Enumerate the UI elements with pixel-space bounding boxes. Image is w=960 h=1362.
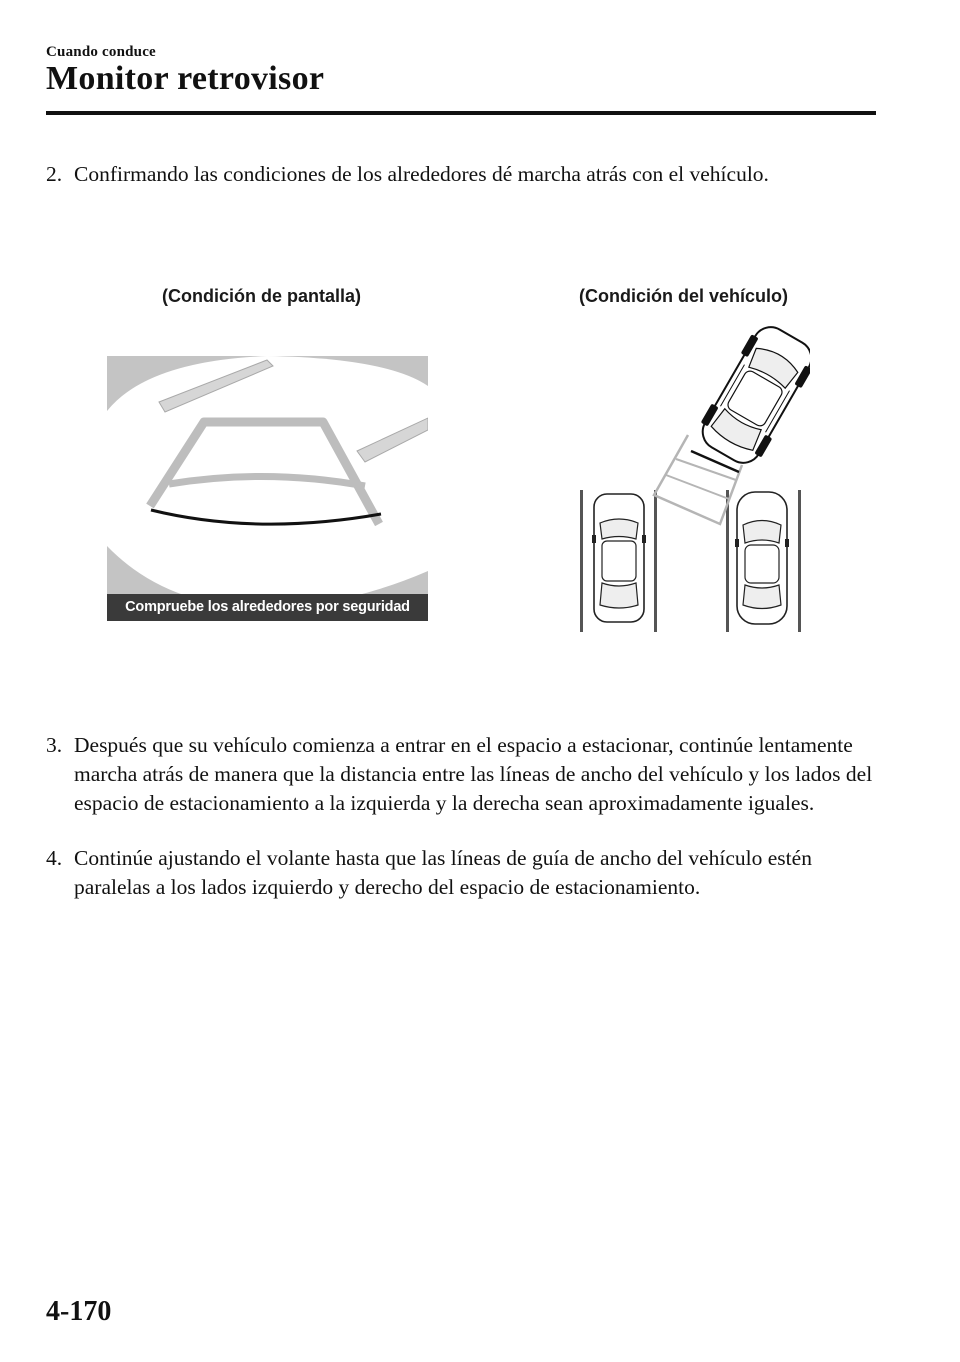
vehicle-condition-caption: (Condición del vehículo) xyxy=(579,286,789,306)
step-2 xyxy=(46,160,876,189)
step-number: 2. xyxy=(46,162,63,186)
step-number: 4. xyxy=(46,846,63,870)
rearview-screen-illustration xyxy=(107,356,428,621)
step-text: Confirmando las condiciones de los alrededores dé marcha atrás con el vehículo. xyxy=(74,162,769,186)
parked-car-left xyxy=(592,494,646,622)
parked-car-right xyxy=(735,492,789,624)
step-number: 3. xyxy=(46,733,63,757)
step-3 xyxy=(46,731,876,818)
step-text: Después que su vehículo comienza a entrar en el espacio a estacionar, continúe lentamente marcha atrás de manera que la distancia entre las líneas de ancho del vehículo y los lados del espacio de estacionamiento a la izquierda y la derecha sean aproximadamente iguales. xyxy=(74,733,873,815)
step-4 xyxy=(46,844,876,902)
page-title: Monitor retrovisor xyxy=(46,60,325,97)
title-divider xyxy=(46,111,876,115)
safety-banner: Compruebe los alrededores por seguridad xyxy=(107,594,428,621)
page-number: 4-170 xyxy=(46,1296,112,1327)
screen-condition-caption: (Condición de pantalla) xyxy=(162,286,362,306)
step-text: Continúe ajustando el volante hasta que las líneas de guía de ancho del vehículo estén paralelas a los lados izquierdo y derecho del espacio de estacionamiento. xyxy=(74,846,812,899)
vehicle-parking-illustration xyxy=(570,325,810,635)
section-label: Cuando conduce xyxy=(46,44,156,60)
reversing-car xyxy=(693,325,810,471)
